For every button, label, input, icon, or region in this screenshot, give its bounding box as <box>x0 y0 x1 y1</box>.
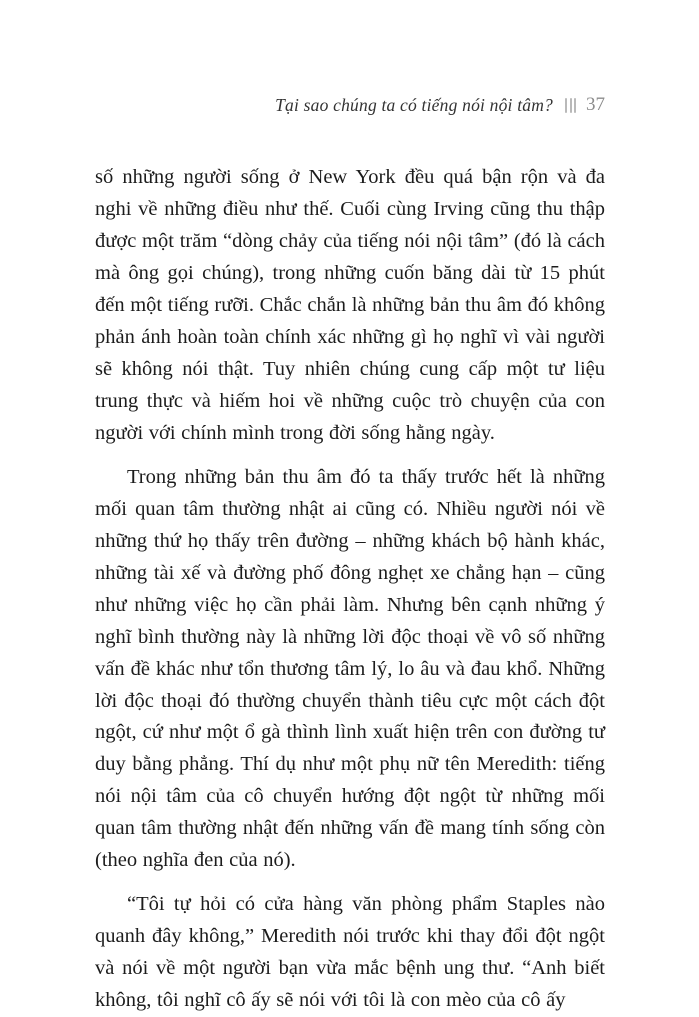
running-title: Tại sao chúng ta có tiếng nói nội tâm? <box>275 94 553 115</box>
paragraph: “Tôi tự hỏi có cửa hàng văn phòng phẩm Staples nào quanh đây không,” Meredith nói trước khi thay đổi đột ngột và nói về một người bạn vừa mắc bệnh ung thư. “Anh biết không, tôi nghĩ cô ấy sẽ nói với tôi là con mèo của cô ấy <box>95 893 605 1012</box>
paragraph: số những người sống ở New York đều quá bận rộn và đa nghi về những điều như thế. Cuối cùng Irving cũng thu thập được một trăm “dòng chảy của tiếng nói nội tâm” (đó là cách mà ông gọi chúng), trong những cuốn băng dài từ 15 phút đến một tiếng rưỡi. Chắc chắn là những bản thu âm đó không phản ánh hoàn toàn chính xác những gì họ nghĩ vì vài người sẽ không nói thật. Tuy nhiên chúng cung cấp một tư liệu trung thực và hiếm hoi về những cuộc trò chuyện của con người với chính mình trong đời sống hằng ngày. <box>95 166 605 444</box>
page-body <box>95 162 605 1017</box>
running-header <box>95 0 605 116</box>
page-number: 37 <box>586 94 605 115</box>
page-marker-icon <box>565 98 576 113</box>
paragraph: Trong những bản thu âm đó ta thấy trước hết là những mối quan tâm thường nhật ai cũng có. Nhiều người nói về những thứ họ thấy trên đường – những khách bộ hành khác, những tài xế và đường phố đông nghẹt xe chẳng hạn – cũng như những việc họ cần phải làm. Nhưng bên cạnh những ý nghĩ bình thường này là những lời độc thoại về vô số những vấn đề khác như tổn thương tâm lý, lo âu và đau khổ. Những lời độc thoại đó thường chuyển thành tiêu cực một cách đột ngột, cứ như một ổ gà thình lình xuất hiện trên con đường tư duy bằng phẳng. Thí dụ như một phụ nữ tên Meredith: tiếng nói nội tâm của cô chuyển hướng đột ngột từ những mối quan tâm thường nhật đến những vấn đề mang tính sống còn (theo nghĩa đen của nó). <box>95 465 605 872</box>
